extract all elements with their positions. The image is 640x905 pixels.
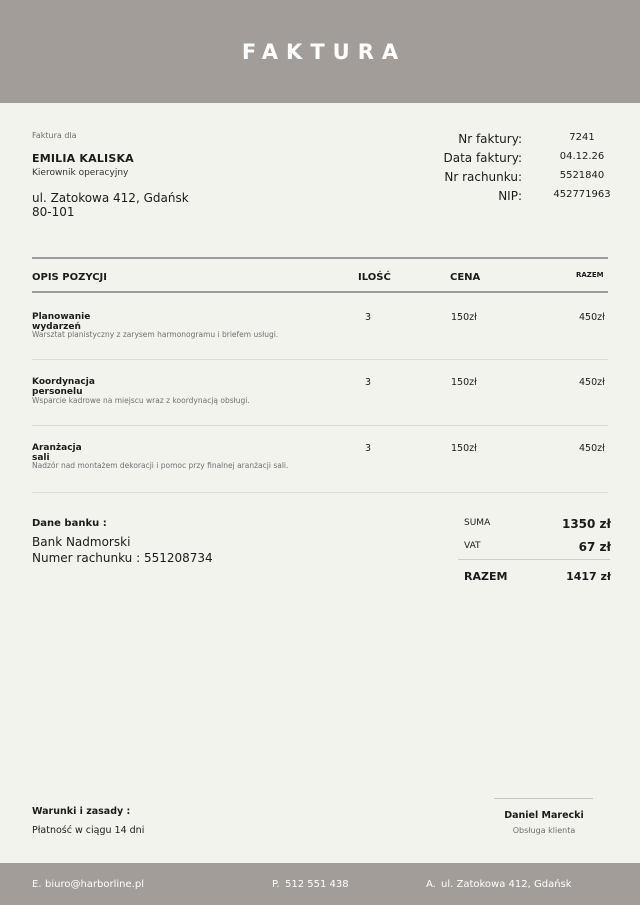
- meta-label: Nr rachunku:: [444, 170, 522, 184]
- grand-total-label: RAZEM: [464, 570, 508, 583]
- client-address-line1: ul. Zatokowa 412, Gdańsk: [32, 191, 189, 205]
- col-header-qty: ILOŚĆ: [358, 272, 391, 283]
- grand-total-value: 1417 zł: [566, 570, 611, 583]
- client-label: Faktura dla: [32, 131, 77, 140]
- item-title: Planowanie wydarzeń: [32, 312, 91, 332]
- meta-label: Nr faktury:: [458, 132, 522, 146]
- footer-band: [0, 863, 640, 905]
- invoice-title: FAKTURA: [241, 39, 407, 64]
- item-description: Nadzór nad montażem dekoracji i pomoc przy finalnej aranżacji sali.: [32, 461, 289, 470]
- footer-phone[interactable]: 512 551 438: [285, 879, 349, 890]
- meta-nip: [420, 189, 610, 207]
- client-name: EMILIA KALISKA: [32, 152, 134, 165]
- terms-title: Warunki i zasady :: [32, 806, 131, 817]
- row-divider: [32, 359, 608, 360]
- terms-text: Płatność w ciągu 14 dni: [32, 825, 145, 836]
- signature-role: Obsługa klienta: [512, 826, 576, 835]
- sum-value: 1350 zł: [561, 517, 611, 531]
- item-total: 450zł: [579, 312, 605, 323]
- item-title: Aranżacja sali: [32, 443, 82, 463]
- row-divider: [32, 425, 608, 426]
- table-top-rule: [32, 257, 608, 259]
- meta-label: NIP:: [498, 189, 522, 203]
- meta-value: 04.12.26: [559, 151, 605, 162]
- footer-email[interactable]: biuro@harborline.pl: [45, 879, 144, 890]
- bank-account: Numer rachunku : 551208734: [32, 551, 213, 565]
- item-qty: 3: [365, 377, 372, 388]
- item-title: Koordynacja personelu: [32, 377, 95, 397]
- row-divider: [32, 492, 608, 493]
- item-price: 150zł: [451, 377, 477, 388]
- footer-address-prefix: A.: [426, 879, 436, 890]
- item-description: Wsparcie kadrowe na miejscu wraz z koordynacją obsługi.: [32, 396, 250, 405]
- totals-divider: [458, 559, 610, 560]
- client-address-line2: 80-101: [32, 205, 75, 219]
- meta-account-number: [420, 170, 610, 188]
- meta-invoice-date: [420, 151, 610, 169]
- table-header-rule: [32, 291, 608, 293]
- vat-label: VAT: [464, 541, 481, 551]
- item-price: 150zł: [451, 443, 477, 454]
- item-price: 150zł: [451, 312, 477, 323]
- bank-name: Bank Nadmorski: [32, 535, 131, 549]
- meta-label: Data faktury:: [443, 151, 522, 165]
- col-header-description: OPIS POZYCJI: [32, 272, 107, 283]
- item-total: 450zł: [579, 377, 605, 388]
- meta-invoice-number: [420, 132, 610, 150]
- footer-address: ul. Zatokowa 412, Gdańsk: [441, 879, 572, 890]
- footer-phone-prefix: P.: [272, 879, 280, 890]
- signature-line: [494, 798, 593, 799]
- vat-value: 67 zł: [578, 540, 611, 554]
- meta-value: 7241: [569, 132, 595, 143]
- col-header-total: RAZEM: [576, 271, 604, 279]
- bank-title: Dane banku :: [32, 518, 107, 529]
- item-total: 450zł: [579, 443, 605, 454]
- item-description: Warsztat planistyczny z zarysem harmonogramu i briefem usługi.: [32, 330, 279, 339]
- item-qty: 3: [365, 312, 372, 323]
- item-qty: 3: [365, 443, 372, 454]
- footer-email-prefix: E.: [32, 879, 42, 890]
- meta-value: 5521840: [559, 170, 605, 181]
- sum-label: SUMA: [464, 518, 491, 528]
- col-header-price: CENA: [450, 272, 481, 283]
- meta-value: 452771963: [553, 189, 611, 200]
- header-band: [0, 0, 640, 103]
- signature-name: Daniel Marecki: [504, 810, 584, 821]
- client-role: Kierownik operacyjny: [32, 168, 129, 178]
